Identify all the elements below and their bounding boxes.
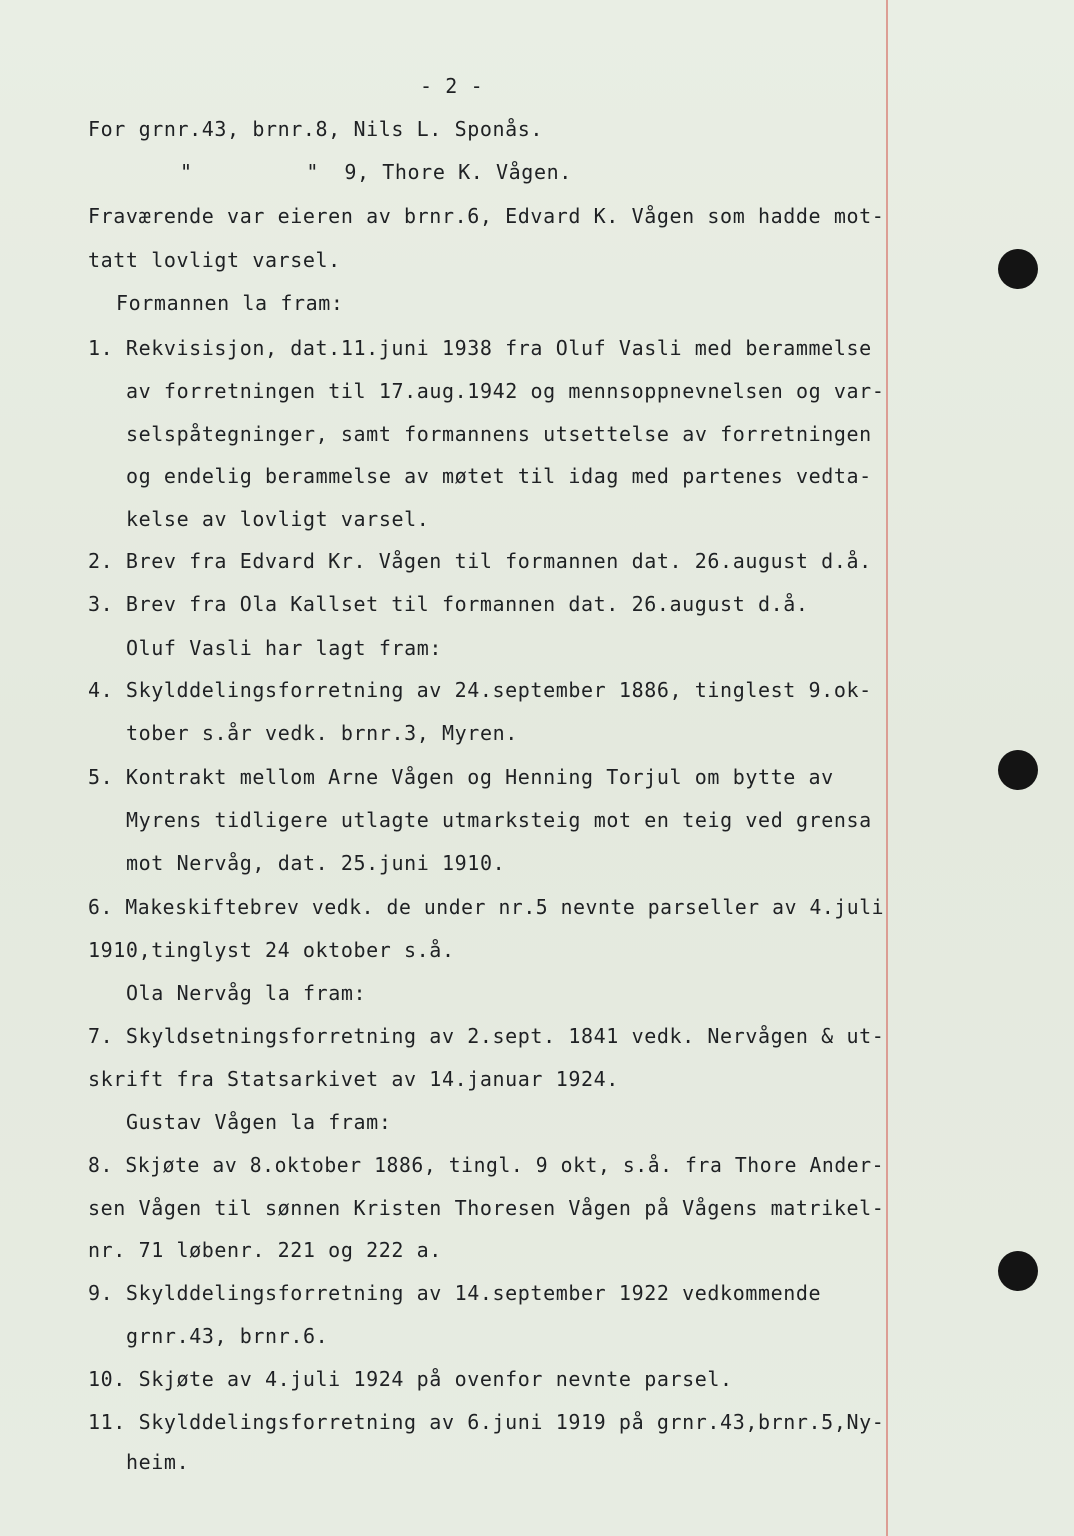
punch-hole-middle — [998, 750, 1038, 790]
list-item-5: 5. Kontrakt mellom Arne Vågen og Henning Torjul om bytte av — [88, 765, 834, 789]
text-line: skrift fra Statsarkivet av 14.januar 1924. — [88, 1067, 619, 1091]
punch-hole-bottom — [998, 1251, 1038, 1291]
text-line: tatt lovligt varsel. — [88, 248, 341, 272]
list-item-3: 3. Brev fra Ola Kallset til formannen dat. 26.august d.å. — [88, 592, 809, 616]
text-line: av forretningen til 17.aug.1942 og mennsoppnevnelsen og var- — [126, 379, 885, 403]
text-line: kelse av lovligt varsel. — [126, 507, 430, 531]
text-line: mot Nervåg, dat. 25.juni 1910. — [126, 851, 506, 875]
page-number: - 2 - — [420, 74, 484, 98]
text-line: Gustav Vågen la fram: — [126, 1110, 392, 1134]
text-line: Formannen la fram: — [116, 291, 344, 315]
text-line: grnr.43, brnr.6. — [126, 1324, 329, 1348]
text-line: og endelig berammelse av møtet til idag med partenes vedta- — [126, 464, 872, 488]
text-line: Fraværende var eieren av brnr.6, Edvard K. Vågen som hadde mot- — [88, 204, 885, 228]
list-item-6: 6. Makeskiftebrev vedk. de under nr.5 nevnte parseller av 4.juli — [88, 895, 885, 919]
text-line: " " 9, Thore K. Vågen. — [180, 160, 572, 184]
text-line: Ola Nervåg la fram: — [126, 981, 367, 1005]
text-line: For grnr.43, brnr.8, Nils L. Sponås. — [88, 117, 544, 141]
list-item-11: 11. Skylddelingsforretning av 6.juni 1919 på grnr.43,brnr.5,Ny- — [88, 1410, 885, 1434]
punch-hole-top — [998, 249, 1038, 289]
text-line: heim. — [126, 1450, 190, 1474]
text-line: Oluf Vasli har lagt fram: — [126, 636, 443, 660]
list-item-2: 2. Brev fra Edvard Kr. Vågen til formannen dat. 26.august d.å. — [88, 549, 872, 573]
margin-line — [886, 0, 888, 1536]
text-line: 1910,tinglyst 24 oktober s.å. — [88, 938, 455, 962]
list-item-4: 4. Skylddelingsforretning av 24.september 1886, tinglest 9.ok- — [88, 678, 872, 702]
list-item-7: 7. Skyldsetningsforretning av 2.sept. 1841 vedk. Nervågen & ut- — [88, 1024, 885, 1048]
text-line: Myrens tidligere utlagte utmarksteig mot en teig ved grensa — [126, 808, 872, 832]
text-line: sen Vågen til sønnen Kristen Thoresen Vågen på Vågens matrikel- — [88, 1196, 885, 1220]
text-line: tober s.år vedk. brnr.3, Myren. — [126, 721, 518, 745]
text-line: nr. 71 løbenr. 221 og 222 a. — [88, 1238, 442, 1262]
list-item-10: 10. Skjøte av 4.juli 1924 på ovenfor nevnte parsel. — [88, 1367, 733, 1391]
list-item-8: 8. Skjøte av 8.oktober 1886, tingl. 9 okt, s.å. fra Thore Ander- — [88, 1153, 885, 1177]
list-item-9: 9. Skylddelingsforretning av 14.september 1922 vedkommende — [88, 1281, 822, 1305]
text-line: selspåtegninger, samt formannens utsettelse av forretningen — [126, 422, 872, 446]
list-item-1: 1. Rekvisisjon, dat.11.juni 1938 fra Oluf Vasli med berammelse — [88, 336, 872, 360]
